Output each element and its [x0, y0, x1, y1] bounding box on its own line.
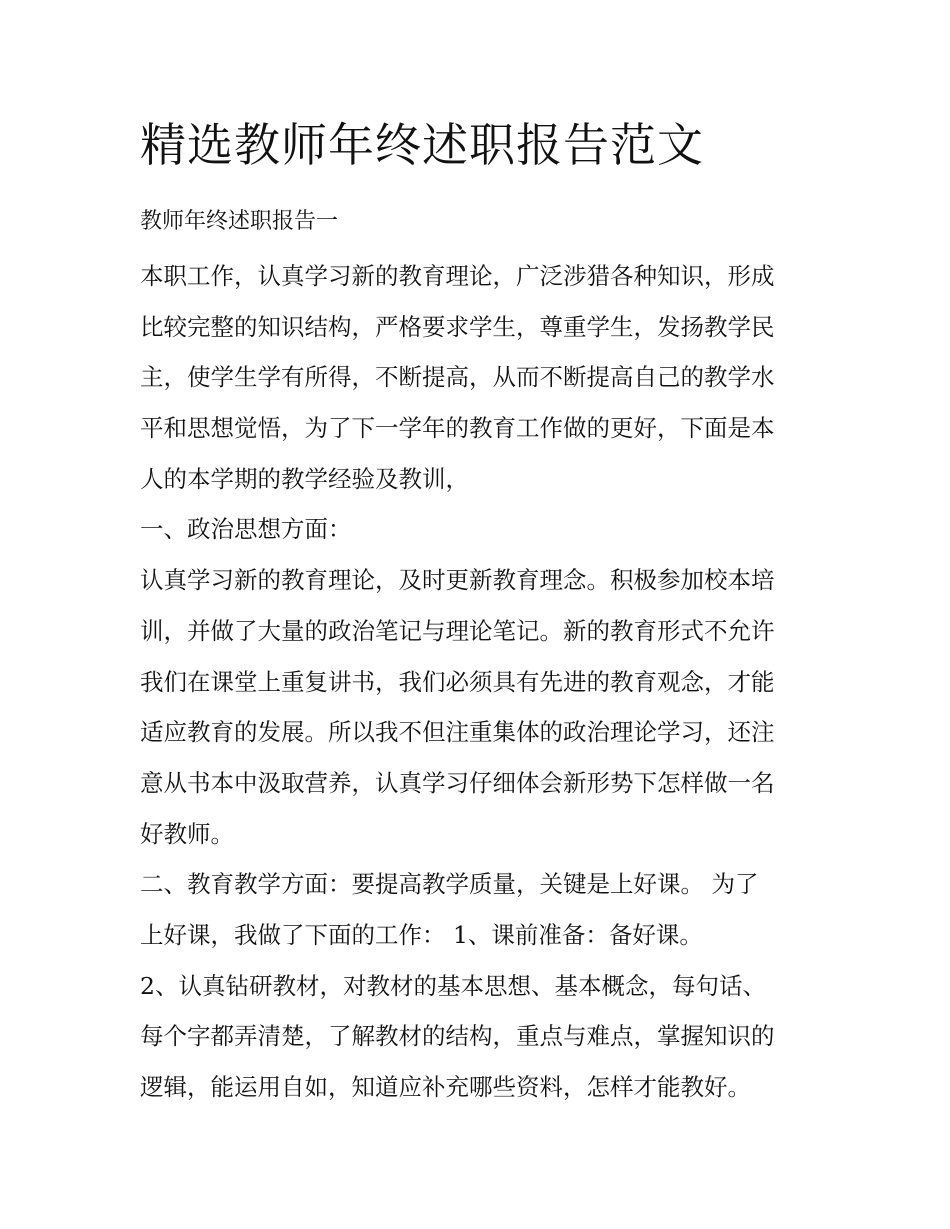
paragraph-line: 逻辑，能运用自如，知道应补充哪些资料，怎样才能教好。	[140, 1073, 751, 1101]
paragraph-line: 适应教育的发展。所以我不但注重集体的政治理论学习，还注	[140, 718, 775, 747]
paragraph-line: 上好课，我做了下面的工作： 1、课前准备：备好课。	[140, 920, 703, 949]
paragraph-line: 比较完整的知识结构，严格要求学生，尊重学生，发扬教学民	[140, 312, 775, 341]
paragraph-line: 平和思想觉悟，为了下一学年的教育工作做的更好，下面是本	[140, 414, 775, 443]
paragraph-line: 人的本学期的教学经验及教训，	[140, 464, 469, 493]
paragraph-line: 认真学习新的教育理论，及时更新教育理念。积极参加校本培	[140, 566, 775, 595]
paragraph-line: 主，使学生学有所得，不断提高，从而不断提高自己的教学水	[140, 363, 775, 392]
paragraph-line: 意从书本中汲取营养，认真学习仔细体会新形势下怎样做一名	[140, 768, 775, 797]
paragraph-line: 本职工作，认真学习新的教育理论，广泛涉猎各种知识，形成	[140, 262, 775, 290]
document-body	[140, 251, 830, 1113]
section-heading: 一、政治思想方面：	[140, 515, 352, 544]
document-title: 精选教师年终述职报告范文	[140, 118, 704, 172]
paragraph-line: 好教师。	[140, 819, 234, 848]
section-subtitle: 教师年终述职报告一	[140, 209, 339, 234]
section-heading: 二、教育教学方面：要提高教学质量，关键是上好课。 为了	[140, 870, 759, 899]
paragraph-line: 2、认真钻研教材，对教材的基本思想、基本概念，每句话、	[140, 971, 766, 1000]
paragraph-line: 我们在课堂上重复讲书，我们必须具有先进的教育观念，才能	[140, 667, 775, 696]
paragraph-line: 训，并做了大量的政治笔记与理论笔记。新的教育形式不允许	[140, 616, 775, 645]
paragraph-line: 每个字都弄清楚，了解教材的结构，重点与难点，掌握知识的	[140, 1022, 775, 1051]
